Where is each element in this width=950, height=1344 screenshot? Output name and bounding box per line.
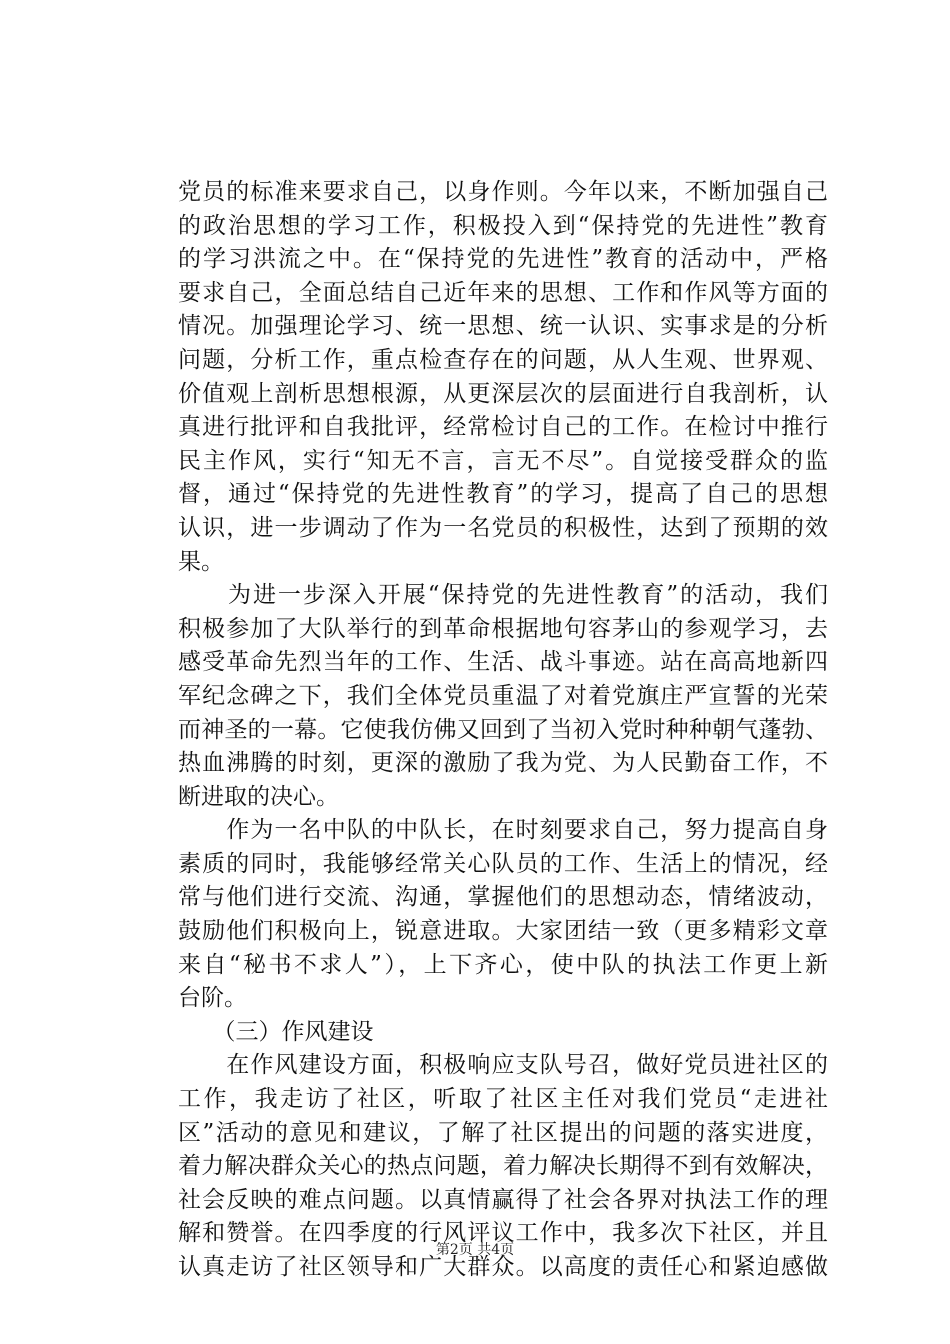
text-line: 的学习洪流之中。在“保持党的先进性”教育的活动中，严格 xyxy=(178,246,828,273)
text-line: 认真走访了社区领导和广大群众。以高度的责任心和紧迫感做 xyxy=(178,1254,828,1280)
text-line: 积极参加了大队举行的到革命根据地句容茅山的参观学习，去 xyxy=(178,615,828,642)
text-line: 工作，我走访了社区，听取了社区主任对我们党员“走进社 xyxy=(178,1086,828,1113)
text-line: 感受革命先烈当年的工作、生活、战斗事迹。站在高高地新四 xyxy=(178,649,828,676)
text-line: 热血沸腾的时刻，更深的激励了我为党、为人民勤奋工作，不 xyxy=(178,750,828,777)
section-heading: （三）作风建设 xyxy=(178,1018,374,1045)
text-line: 作为一名中队的中队长，在时刻要求自己，努力提高自身 xyxy=(178,817,828,844)
text-line: 鼓励他们积极向上，锐意进取。大家团结一致（更多精彩文章 xyxy=(178,918,828,945)
text-line: 为进一步深入开展“保持党的先进性教育”的活动，我们 xyxy=(178,582,828,609)
page-number-footer: 第2页 共4页 xyxy=(435,1242,515,1258)
text-line: 区”活动的意见和建议，了解了社区提出的问题的落实进度， xyxy=(178,1119,828,1146)
text-line: 着力解决群众关心的热点问题，着力解决长期得不到有效解决， xyxy=(178,1153,828,1180)
text-line: 认识，进一步调动了作为一名党员的积极性，达到了预期的效 xyxy=(178,514,828,541)
document-body xyxy=(178,176,828,1285)
text-line: 民主作风，实行“知无不言，言无不尽”。自觉接受群众的监 xyxy=(178,447,828,474)
text-line: 要求自己，全面总结自己近年来的思想、工作和作风等方面的 xyxy=(178,279,828,306)
text-line: 来自“秘书不求人”），上下齐心，使中队的执法工作更上新 xyxy=(178,951,828,978)
text-line: 素质的同时，我能够经常关心队员的工作、生活上的情况，经 xyxy=(178,850,828,877)
text-line: 情况。加强理论学习、统一思想、统一认识、实事求是的分析 xyxy=(178,313,828,340)
text-line: 价值观上剖析思想根源，从更深层次的层面进行自我剖析，认 xyxy=(178,380,828,407)
text-line: 军纪念碑之下，我们全体党员重温了对着党旗庄严宣誓的光荣 xyxy=(178,682,828,709)
text-line: 常与他们进行交流、沟通，掌握他们的思想动态，情绪波动， xyxy=(178,884,828,911)
text-line: 的政治思想的学习工作，积极投入到“保持党的先进性”教育 xyxy=(178,212,828,239)
text-line: 解和赞誉。在四季度的行风评议工作中，我多次下社区，并且 xyxy=(178,1220,828,1247)
text-line: 在作风建设方面，积极响应支队号召，做好党员进社区的 xyxy=(178,1052,828,1079)
text-line: 断进取的决心。 xyxy=(178,783,339,810)
text-line: 果。 xyxy=(178,548,224,575)
text-line: 党员的标准来要求自己，以身作则。今年以来，不断加强自己 xyxy=(178,179,828,205)
text-line: 而神圣的一幕。它使我仿佛又回到了当初入党时种种朝气蓬勃、 xyxy=(178,716,828,743)
text-line: 督，通过“保持党的先进性教育”的学习，提高了自己的思想 xyxy=(178,481,828,508)
text-line: 社会反映的难点问题。以真情赢得了社会各界对执法工作的理 xyxy=(178,1186,828,1213)
text-line: 问题，分析工作，重点检查存在的问题，从人生观、世界观、 xyxy=(178,346,828,373)
text-line: 台阶。 xyxy=(178,985,247,1012)
text-line: 真进行批评和自我批评，经常检讨自己的工作。在检讨中推行 xyxy=(178,414,828,441)
